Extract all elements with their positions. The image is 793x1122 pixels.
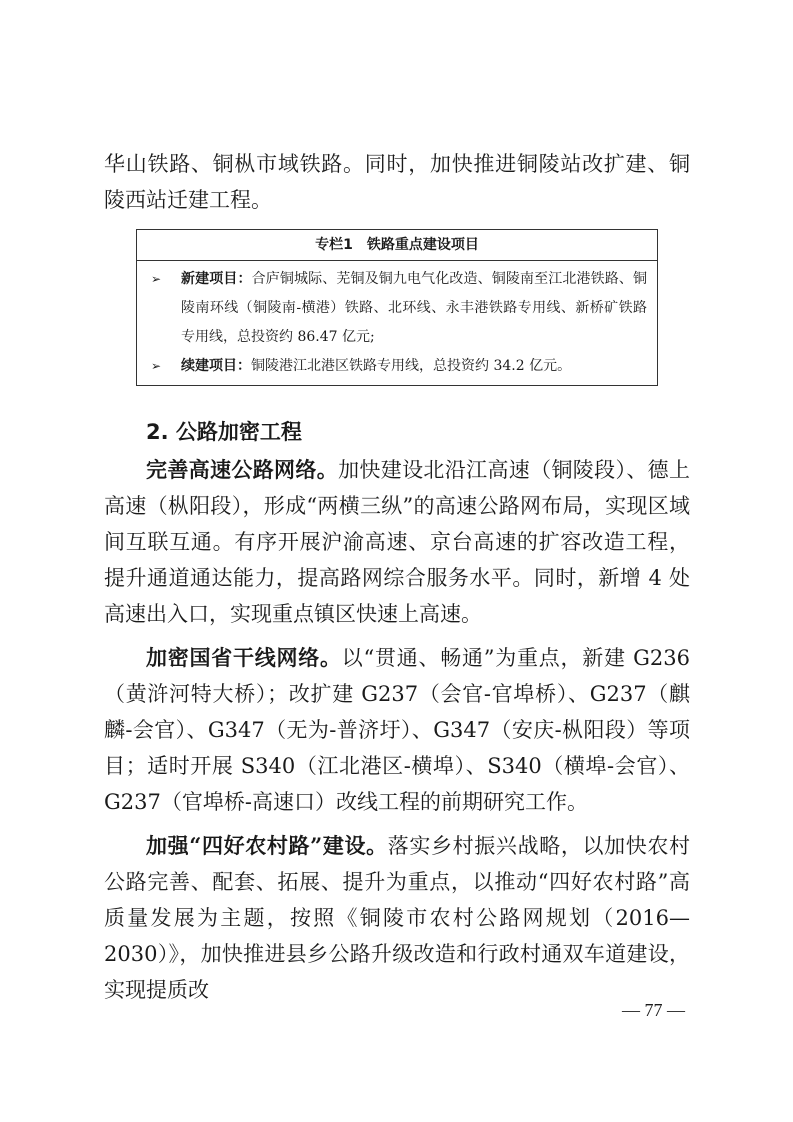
paragraph-rural-roads	[104, 828, 690, 1008]
paragraph-text: 加快建设北沿江高速（铜陵段）、德上高速（枞阳段），形成“两横三纵”的高速公路网布局，实现区域间互联互通。有序开展沪渝高速、京台高速的扩容改造工程，提升通道通达能力，提高路网综合服务水平。同时，新增 4 处高速出入口，实现重点镇区快速上高速。	[104, 458, 691, 626]
box-title: 专栏1 铁路重点建设项目	[137, 230, 657, 261]
paragraph-trunk-roads	[104, 640, 690, 820]
section-heading: 2. 公路加密工程	[146, 420, 302, 444]
box-item-continued	[147, 352, 647, 381]
box-item-text: 合庐铜城际、芜铜及铜九电气化改造、铜陵南至江北港铁路、铜陵南环线（铜陵南-横港）铁路、北环线、永丰港铁路专用线、新桥矿铁路专用线，总投资约 86.47 亿元;	[181, 271, 647, 345]
box-item-text: 铜陵港江北港区铁路专用线，总投资约 34.2 亿元。	[251, 358, 572, 374]
paragraph-text: 落实乡村振兴战略，以加快农村公路完善、配套、拓展、提升为重点，以推动“四好农村路”高质量发展为主题，按照《铜陵市农村公路网规划（2016—2030）》，加快推进县乡公路升级改造和行政村通双车道建设，实现提质改	[104, 834, 690, 1002]
paragraph-highway	[104, 452, 690, 632]
paragraph-lead: 加强“四好农村路”建设。	[146, 833, 388, 858]
paragraph-lead: 加密国省干线网络。	[146, 645, 342, 670]
box-item-label: 新建项目：	[181, 271, 252, 287]
box-body	[137, 261, 657, 385]
arrow-bullet-icon: ➢	[151, 272, 162, 286]
page-number: — 77 —	[622, 1000, 685, 1020]
arrow-bullet-icon: ➢	[151, 359, 162, 373]
box-item-new	[147, 265, 647, 352]
paragraph-lead: 完善高速公路网络。	[146, 457, 339, 482]
paragraph-text: 以“贯通、畅通”为重点，新建 G236（黄浒河特大桥）；改扩建 G237（会官-官埠桥）、G237（麒麟-会官）、G347（无为-普济圩）、G347（安庆-枞阳段）等项目；适时开展 S340（江北港区-横埠）、S340（横埠-会官）、G237（官埠桥-高速口）改线工程的前期研究工作。	[104, 646, 690, 814]
page-body	[104, 146, 690, 218]
special-column-box	[136, 229, 658, 386]
box-item-label: 续建项目：	[181, 358, 251, 374]
intro-paragraph: 华山铁路、铜枞市域铁路。同时，加快推进铜陵站改扩建、铜陵西站迁建工程。	[104, 152, 690, 212]
main-content	[104, 414, 690, 1008]
